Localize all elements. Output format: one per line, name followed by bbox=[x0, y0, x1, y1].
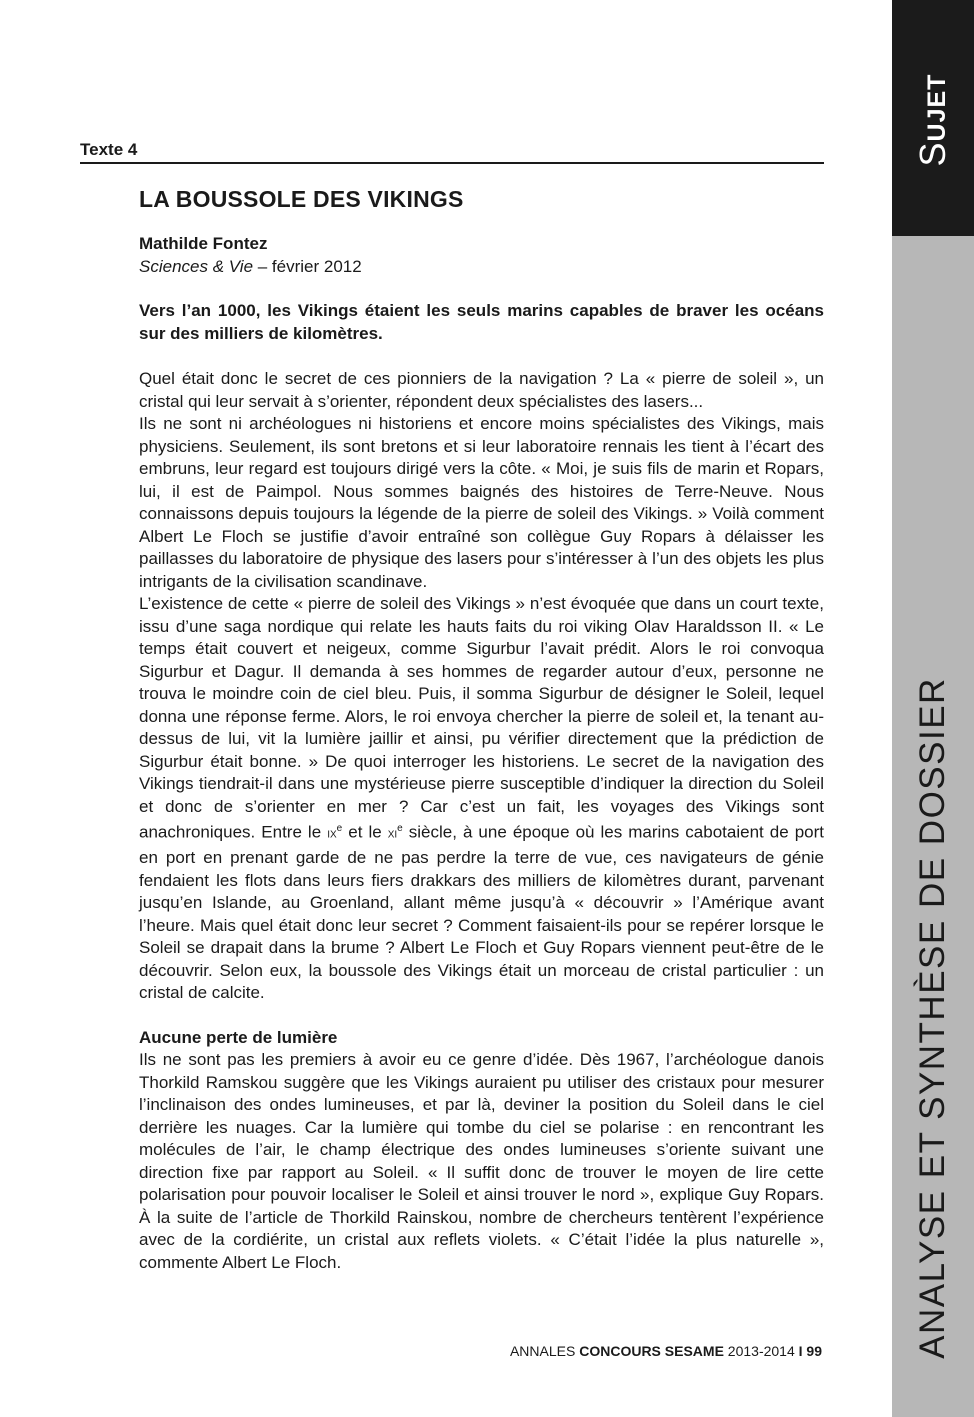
sidebar-sujet-rest: UJET bbox=[923, 73, 951, 142]
page-number: I 99 bbox=[798, 1343, 822, 1359]
century-numeral: XI bbox=[387, 829, 398, 841]
sidebar-sujet-label bbox=[912, 74, 954, 167]
article bbox=[139, 182, 824, 1274]
paragraph: Ils ne sont pas les premiers à avoir eu ce genre d’idée. Dès 1967, l’archéologue danois Thorkild Ramskou suggère que les Vikings auraient pu utiliser des cristaux pour mesurer l’inclinaison des ondes lumineuses, et par là, deviner la position du Soleil dans le ciel derrière les nuages. Car la lumière qui tombe du ciel se polarise : en rencontrant les molécules de l’air, le champ électrique des ondes lumineuses s’oriente suivant une direction fixe par rapport au Soleil. « Il suffit donc de trouver le moyen de lire cette polarisation pour pouvoir localiser le Soleil et ainsi trouver le nord », explique Guy Ropars. À la suite de l’article de Thorkild Rainskou, nombre de chercheurs tentèrent l’expérience avec de la cordiérite, un cristal aux reflets violets. « C’était l’idée la plus naturelle », commente Albert Le Floch. bbox=[139, 1050, 824, 1272]
publication-name: Sciences & Vie bbox=[139, 256, 254, 276]
article-subheading: Aucune perte de lumière bbox=[139, 1027, 338, 1047]
publication-date: – février 2012 bbox=[253, 256, 362, 276]
sidebar-section-label: ANALYSE ET SYNTHÈSE DE DOSSIER bbox=[913, 677, 952, 1359]
paragraph: Ils ne sont ni archéologues ni historiens et encore moins spécialistes des Vikings, mais physiciens. Seulement, ils sont bretons et si leur laboratoire rennais les tient à l’écart des embruns, leur regard est toujours dirigé vers la côte. « Moi, je suis fils de marin et Ropars, lui, il est de Paimpol. Nous sommes baignés des histoires de Terre-Neuve. Nous connaissons depuis toujours la légende de la pierre de soleil des Vikings. » Voilà comment Albert Le Floch se justifie d’avoir entraîné son collègue Guy Ropars à délaisser les paillasses du laboratoire de physique des lasers pour s’intéresser à l’un des objets les plus intrigants de la civilisation scandinave. bbox=[139, 414, 824, 591]
paragraph-text: siècle, à une époque où les marins cabotaient de port en port en prenant garde de ne pas perdre la terre de vue, ces navigateurs de génie fendaient les flots dans leurs fiers drakkars des milliers de kilomètres durant, parvenant jusqu’en Islande, au Groenland, allant même jusqu’à « découvrir » l’Amérique avant l’heure. Mais quel était donc leur secret ? Comment faisaient-ils pour se repérer lorsque le Soleil se drapait dans la brume ? Albert Le Floch et Guy Ropars viennent peut-être de le découvrir. Selon eux, la boussole des Vikings était un morceau de cristal particulier : un cristal de calcite. bbox=[139, 822, 824, 1003]
century-suffix: e bbox=[397, 823, 403, 834]
sidebar-sujet-initial: S bbox=[912, 141, 953, 167]
footer-years: 2013-2014 bbox=[723, 1343, 799, 1359]
footer-prefix: ANNALES bbox=[509, 1343, 580, 1359]
article-lead: Vers l’an 1000, les Vikings étaient les seuls marins capables de braver les océans sur des milliers de kilomètres. bbox=[139, 301, 824, 343]
paragraph-text: L’existence de cette « pierre de soleil des Vikings » n’est évoquée que dans un court texte, issu d’une saga nordique qui relate les hauts faits du roi viking Olav Haraldsson II. « Le temps était couvert et neigeux, comme Sigurbur l’avait prédit. Alors le roi convoqua Sigurbur et Dagur. Il demanda à ses hommes de regarder autour d’eux, personne ne trouva le moindre coin de ciel bleu. Puis, il somma Sigurbur de désigner le Soleil, lequel donna une réponse ferme. Alors, le roi envoya chercher la pierre de soleil et, la tenant au-dessus de lui, vit la lumière jaillir et ainsi, pu vérifier directement que la prédiction de Sigurbur était bonne. » De quoi interroger les historiens. Le secret de la navigation des Vikings tiendrait-il dans une mystérieuse pierre susceptible d’indiquer la direction du Soleil et donc de s’orienter en mer ? Car c’est un fait, les voyages des Vikings sont anachroniques. Entre le bbox=[139, 594, 824, 842]
paragraph bbox=[139, 593, 824, 1005]
paragraph-text: et le bbox=[342, 822, 388, 842]
paragraph: Quel était donc le secret de ces pionniers de la navigation ? La « pierre de soleil », un cristal qui leur servait à s’orienter, répondent deux spécialistes des lasers... bbox=[139, 369, 824, 411]
section-divider bbox=[80, 162, 824, 164]
century-numeral: IX bbox=[327, 829, 337, 841]
page-footer bbox=[430, 1343, 822, 1359]
article-source bbox=[139, 256, 824, 279]
section-label: Texte 4 bbox=[80, 140, 138, 159]
century-suffix: e bbox=[336, 823, 343, 834]
article-author: Mathilde Fontez bbox=[139, 234, 268, 253]
article-title: LA BOUSSOLE DES VIKINGS bbox=[139, 186, 464, 212]
footer-brand: CONCOURS SESAME bbox=[579, 1343, 724, 1359]
